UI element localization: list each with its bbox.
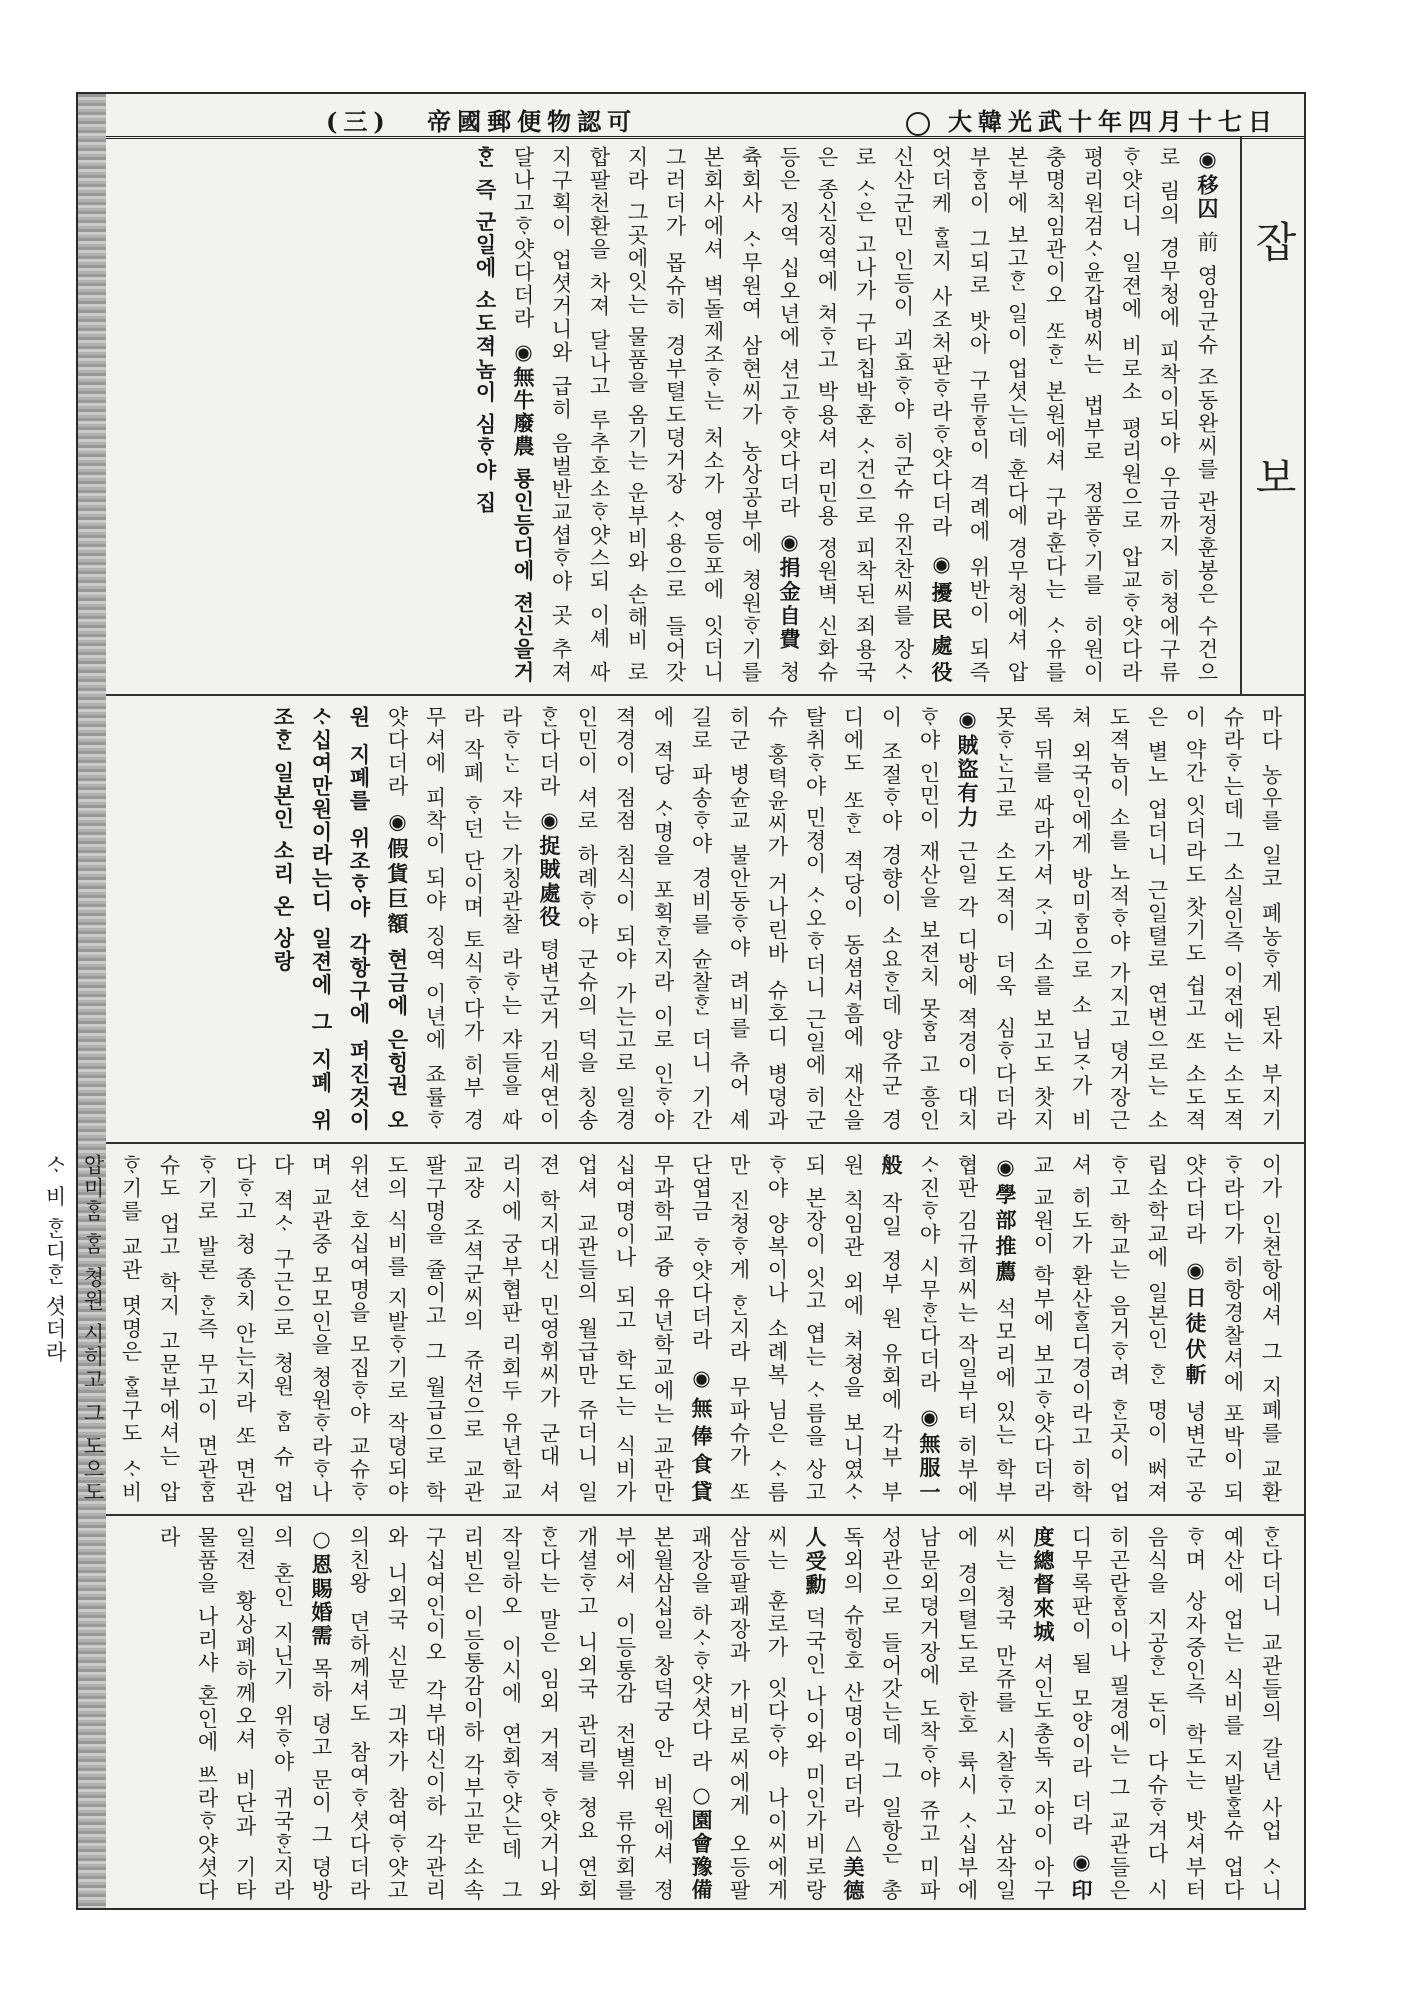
masthead-right — [902, 102, 1278, 137]
article-body: 작일 졍부 원 유회에 각부 부원 칙임관 외에 쳐쳥을 보니였ᄉᆞ되 본장이 잇고 엽는 ᄉᆞ름을 상고ᄒᆞ야 양복이나 소례복 님은 ᄉᆞ름만 진쳥ᄒᆞ게 ᄒᆞᆫ지라 무파슈가 ᄯᅩ 단엽금 ᄒᆞ얏다더라 — [689, 1154, 903, 1504]
article — [385, 706, 561, 1132]
article-body: 前 영암군슈 조동완씨를 관정훈봉은 수건으로 림의 경무청에 피착이되야 우금까지 히쳥에구류ᄒᆞ얏더니 일젼에 비로소 평리원으로 압교ᄒᆞ얏다라 평리원검ᄉᆞ윤갑병씨는 법부로 정품ᄒᆞ기를 히원이 충명칙임관이오 ᄯᅩᄒᆞᆫ 본원에셔 구라훈다는 ᄉᆞ유를 본부에 보고ᄒᆞᆫ 일이 업셧는데 훈다에 경무청에셔 압부ᄒᆞᆷ이 그되로 밧아 구류ᄒᆞᆷ이 격례에 위반이 되즉 엇더케 ᄒᆞᆯ지 사조처판ᄒᆞ라ᄒᆞ얏다더라 — [929, 146, 1219, 685]
article — [157, 1526, 333, 1902]
article-body: ᄒᆞᆫ다더니 교관들의 갈년 사업 ᄉᆞ니 예산에 업는 식비를 지발ᄒᆞᆯ슈 업다ᄒᆞ며 상자중인즉 학도는 밧셔부터 음식을 지공ᄒᆞᆫ 돈이 다슈ᄒᆞ겨다 시히곤란ᄒᆞᆷ이나 필경에는 그 교관들은 디무록판이 될 모양이라 더라 — [1069, 1526, 1283, 1902]
article-body: 이가 인쳔항에셔 그 지폐를 교환ᄒᆞ라다가 히항경찰셔에 포박이 되얏다더라 — [1183, 1154, 1283, 1504]
tier-4-text — [106, 1516, 1304, 1912]
article-heading: ◉學部推薦 — [993, 1154, 1018, 1287]
tier-2-text — [106, 696, 1304, 1142]
article-body: 목하 뎡고 문이 그 뎡방의 혼인 지닌기 위ᄒᆞ야 귀국ᄒᆞᆫ지라 일젼 황상폐하께오셔 비단과 기타 물품을 나리샤 혼인에 ᄡᅳ라ᄒᆞ얏셧다라 — [157, 1526, 333, 1903]
article — [347, 1526, 713, 1902]
article-body: 신산군민 인등이 괴효ᄒᆞ야 히군슈 유진찬씨를 장ᄉᆞ로 ᄉᆞ은 고나가 구타칩박훈 ᄉᆞ건으로 피착된 죄용국은 종신징역에 쳐ᄒᆞ고 박용셔 리민용 졍원벽 신화슈 등은 징역 십오년에 션고ᄒᆞ얏다더라 — [777, 146, 915, 684]
article-heading: ◉無俸食貸 — [689, 1365, 714, 1504]
article — [689, 1154, 941, 1504]
article-body: 현금에 은힝권 오원 지폐를 위조ᄒᆞ야 각항구에 퍼진것이 ᄉᆞ십여만원이라는디 일젼에 그 지폐 위조ᄒᆞᆫ 일본인 소리 온 상랑 — [271, 706, 410, 1132]
tier-3 — [43, 1144, 1304, 1516]
article — [1031, 1154, 1207, 1504]
article-body: 무과학교 즁 유년학교에는 교관만 십여명이나 되고 학도는 식비가 업셔 교관들의 월급만 쥬더니 일젼 학지대신 민영휘씨가 군대 셔리시에 궁부협판 리회두 유년학교 교쟝 조셕군씨의 쥬션으로 교관 팔구명을 쥴이고 그 월급으로 학도의 식비를 지발ᄒᆞ기로 작뎡되야 위션 호십여명을 모집ᄒᆞ야 교슈ᄒᆞ며 교관중 모모인을 쳥원ᄒᆞ라ᄒᆞ나 다 젹ᄉᆞ 구근으로 쳥원 ᄒᆞᆷ 슈 업다ᄒᆞ고 쳥 종치 안는지라 ᄯᅩ 면관ᄒᆞ기로 발론 ᄒᆞᆫ즉 무고이 면관ᄒᆞᆷ슈도 업고 학지 고문부에셔는 압ᄒᆞ기를 교관 몃명은 ᄒᆞᆯ구도 ᄉᆞ비 압미ᄒᆞᆷ ᄒᆞᆷ 쳥원 시히고 그 도으도ᄉᆞ 비 ᄒᆞᆫ디ᄒᆞᆫ 셧더라 — [43, 1154, 675, 1504]
article — [993, 706, 1283, 1132]
article — [511, 146, 801, 684]
article-heading: ◉日徒伏斬 — [1183, 1257, 1208, 1390]
binding-gutter — [78, 94, 106, 1908]
masthead-left — [326, 102, 637, 137]
article-heading: ◉無牛廢農 — [511, 338, 536, 459]
article-heading: △美德人受勳 — [803, 1526, 866, 1902]
tier-1 — [106, 136, 1304, 696]
article-body: 쳥츅회사 ᄉᆞ무원여 삼현씨가 농상공부에 쳥원ᄒᆞ기를 본회사에셔 벽돌제조ᄒᆞ는 처소가 영등포에 잇더니 그러더가 몹슈히 경부텰도뎡거장 ᄉᆞ용으로 들어갓지라 그곳에잇는 물품을 옴기는 운부비와 손해비 로 합팔천환을 차져 달나고 루추호소ᄒᆞ얏스되 이셰 ᄯᅡ지구획이 업셧거니와 급히 음벌반교셥ᄒᆞ야 곳 추져 달나고ᄒᆞ얏다더라 — [511, 146, 801, 684]
section-heading-box — [1240, 136, 1304, 694]
article — [43, 1154, 713, 1504]
article-heading: ◉印度總督來城 — [1031, 1526, 1094, 1902]
article-body: 룡인등디에 젼신을거ᄒᆞᆫ 즉 군일에 소도젹놈이 심ᄒᆞ야 집 — [473, 146, 536, 685]
article-body: 셔인도총독 지야이 아구씨는 쳥국 만쥬를 시찰ᄒᆞ고 삼작일에 경의텰도로 한호 륙시 ᄉᆞ십부에 남문외뎡거장에 도착ᄒᆞ야 쥬고 미파성관으로 들어갓는데 그 일항은 총독외의 슈힝호 산명이라더라 — [841, 1526, 1055, 1902]
article-body: 녕변군 공립소학교에 일본인 ᄒᆞᆫ 명이 ᄡᅥ져ᄒᆞ고 학교는 음거ᄒᆞ려 ᄒᆞᆫ곳이 업셔 히도가 환산ᄒᆞᆯ디경이라고 히학교 교원이 학부에 보고ᄒᆞ얏다더라 — [1031, 1154, 1207, 1504]
article-body: 마다 농우를 일코 폐농ᄒᆞ게 된자 부지기슈라ᄒᆞ는데 그 소실인즉 이젼에는 소도젹이 약간 잇더라도 찻기도 쉽고 ᄯᅩ 소도젹은 별노 업더니 근일텰로 연변으로는 소도젹놈이 소를 노적ᄒᆞ야 가지고 뎡거장근쳐 외국인에게 방미ᄒᆞᆷ으로 소 님ᄌᆞ가 비록 뒤를 ᄯᅡ라가셔 ᄌᆞ긔 소를 보고도 찻지 못ᄒᆞᄂᆞᆫ고로 소도젹이 더욱 심ᄒᆞ다더라 — [993, 706, 1283, 1132]
article-heading: ◉賊盜有力 — [955, 706, 980, 831]
newspaper-page — [43, 92, 1306, 1910]
article — [929, 146, 1219, 684]
article — [689, 1526, 865, 1902]
masthead — [106, 94, 1304, 139]
page-marker: (三) — [326, 107, 391, 136]
tier-4 — [106, 1516, 1304, 1912]
article-body: 근일 각 디방에 젹경이 대치ᄒᆞ야 인민이 재산을 보젼치 못ᄒᆞᆷ 고 흥인이 조절ᄒᆞ야 경향이 소요ᄒᆞᆫ데 양쥬군 경디에도 ᄯᅩᄒᆞᆫ 젹당이 동셤셔흠에 재산을 탈취ᄒᆞ야 민졍이 ᄉᆞ오ᄒᆞ더니 근일에 히군슈 홍텩윤씨가 거나린바 슈호디 병뎡과 히군 병슌교 불안동ᄒᆞ야 려비를 츄어 셰길로 파송ᄒᆞ야 경비를 슌찰ᄒᆞᆫ 더니 기간에 젹당 ᄉᆞ명을 포획ᄒᆞᆫ지라 이로 인ᄒᆞ야 젹경이 점점 침식이 되야 가는고로 일경 인민이 셔로 하례ᄒᆞ야 군슈의 덕을 칭송ᄒᆞᆫ다더라 — [537, 706, 979, 1133]
article-heading: ○園會豫備 — [689, 1782, 714, 1902]
article-body: 덕국인 나이와 미인가비로랑씨는 훈로가 잇다ᄒᆞ야 나이씨에게 삼등팔괘장과 가비로씨에게 오등팔괘장을 하ᄉᆞᄒᆞ얏셧다 라 — [689, 1526, 827, 1903]
article-heading: ○恩賜婚需 — [309, 1526, 334, 1649]
article — [777, 146, 953, 684]
tier-2 — [106, 696, 1304, 1144]
article — [1069, 1526, 1283, 1902]
postal-license: 帝國郵便物認可 — [427, 107, 638, 136]
emblem-icon — [906, 112, 930, 136]
publication-date: 大韓光武十年四月十七日 — [948, 107, 1278, 136]
tier-1-text — [106, 136, 1240, 694]
article-body: 본월삼십일 창덕궁 안 비원에셔 졍부에셔 이등통감 전별위 류유회를 개셜ᄒᆞ고 니외국 관리를 쳥요 연회 ᄒᆞᆫ다는 말은 임외 거젹 ᄒᆞ얏거니와 작일하오 이시에 연회ᄒᆞ얏는데 그 리빈은 이등통감이하 각부고문 소속 구십여인이오 각부대신이하 각관리와 니외국 신문 긔쟈가 참여ᄒᆞ얏고 의친왕 뎐하께셔도 참여ᄒᆞ셧다더라 — [347, 1526, 675, 1902]
article — [841, 1526, 1093, 1902]
article-body: 석모리에 있는 학부협판 김규희씨는 작일부터 히부에 ᄉᆞ진ᄒᆞ야 시무ᄒᆞᆫ다더라 — [917, 1154, 1017, 1504]
section-heading: 잡 보 — [1249, 220, 1298, 588]
article-heading: ◉捉賊處役 — [537, 807, 562, 930]
article-heading: ◉擾民處役 — [929, 550, 954, 684]
article-heading: ◉無服一般 — [879, 1154, 942, 1505]
article-heading: ◉假貨巨額 — [385, 808, 410, 938]
tier-3-text — [22, 1144, 1304, 1514]
article — [537, 706, 979, 1132]
article-body: 텽변군거 김세연이라ᄒᆞᄂᆞᆫ 쟈는 가칭관찰 라ᄒᆞ는 쟈들을 ᄯᅡ라 작폐 ᄒᆞ던 단이며 토식ᄒᆞ다가 히부 경무셔에 피착이 되야 징역 이년에 죠률ᄒᆞ얏다더라 — [385, 706, 561, 1132]
article-heading: ◉捐金自費 — [777, 528, 802, 652]
article-heading: ◉移囚 — [1195, 146, 1220, 222]
